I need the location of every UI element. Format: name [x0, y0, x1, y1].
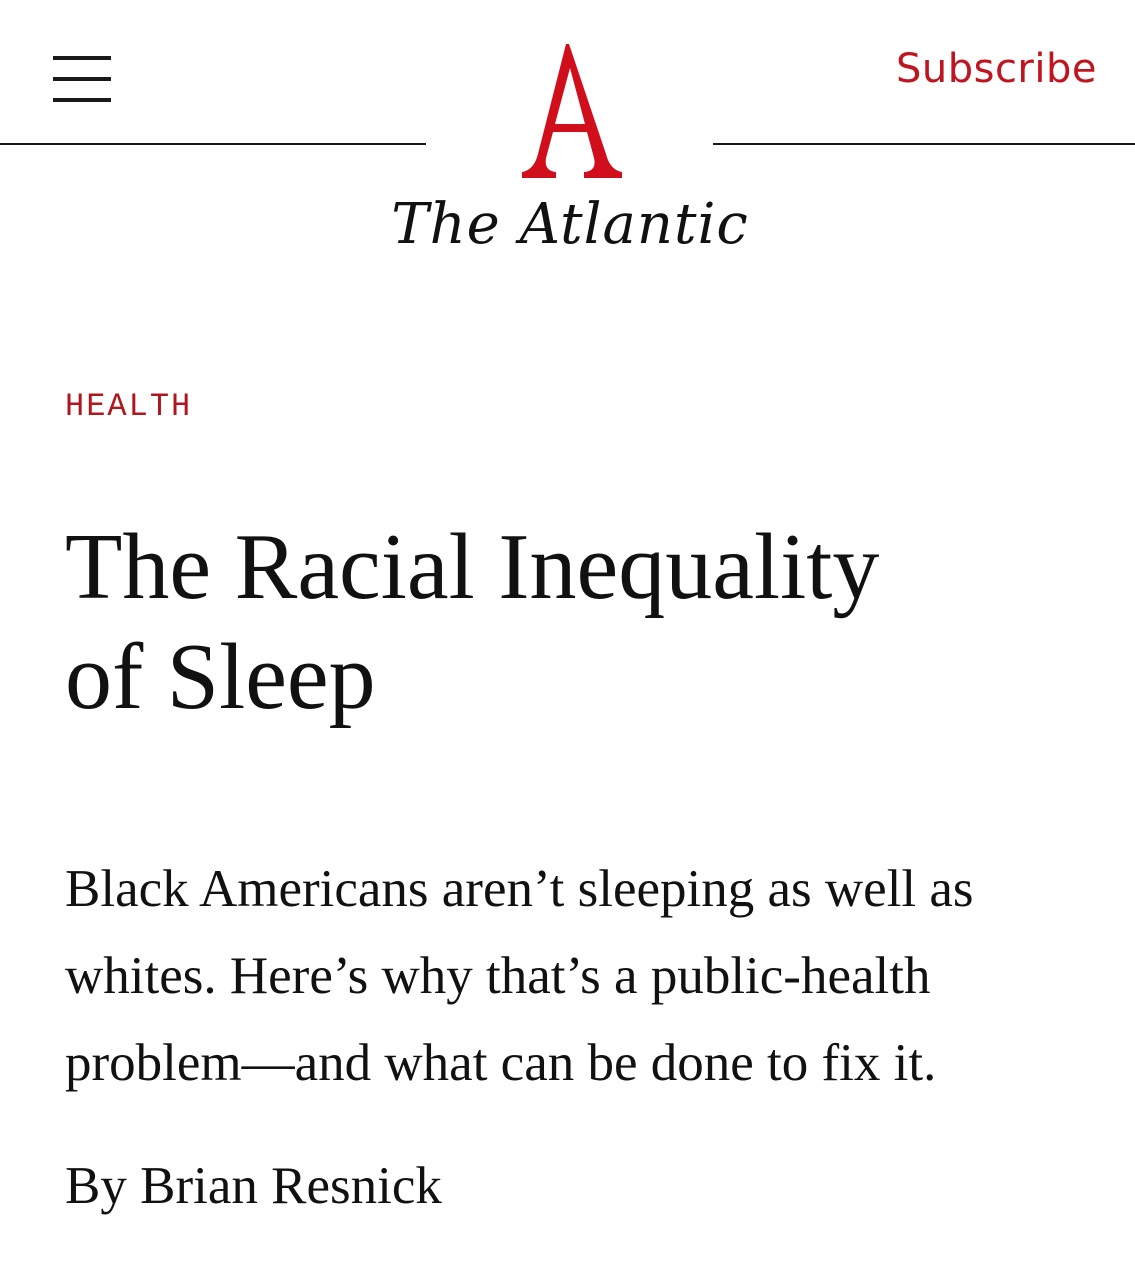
dek-line-1: Black Americans aren’t sleeping as well as — [65, 860, 974, 918]
subscribe-link[interactable]: Subscribe — [895, 46, 1097, 92]
atlantic-logo-mark[interactable] — [508, 36, 630, 186]
byline — [65, 1156, 442, 1216]
section-label-health[interactable]: HEALTH — [65, 388, 193, 425]
byline-prefix: By — [65, 1157, 127, 1215]
author-link[interactable]: Brian Resnick — [140, 1157, 442, 1215]
headline-line-2: of Sleep — [65, 625, 376, 729]
article-dek — [65, 846, 1105, 1107]
menu-button[interactable] — [50, 52, 114, 108]
atlantic-a-logo-icon — [508, 36, 630, 186]
dek-line-3: problem—and what can be done to fix it. — [65, 1034, 937, 1092]
article-headline — [65, 512, 1085, 732]
headline-line-1: The Racial Inequality — [65, 515, 880, 619]
header-rule-right — [713, 143, 1135, 145]
site-header — [0, 0, 1135, 290]
dek-line-2: whites. Here’s why that’s a public-health — [65, 947, 931, 1005]
atlantic-wordmark[interactable]: The Atlantic — [391, 192, 749, 257]
header-rule-left — [0, 143, 426, 145]
